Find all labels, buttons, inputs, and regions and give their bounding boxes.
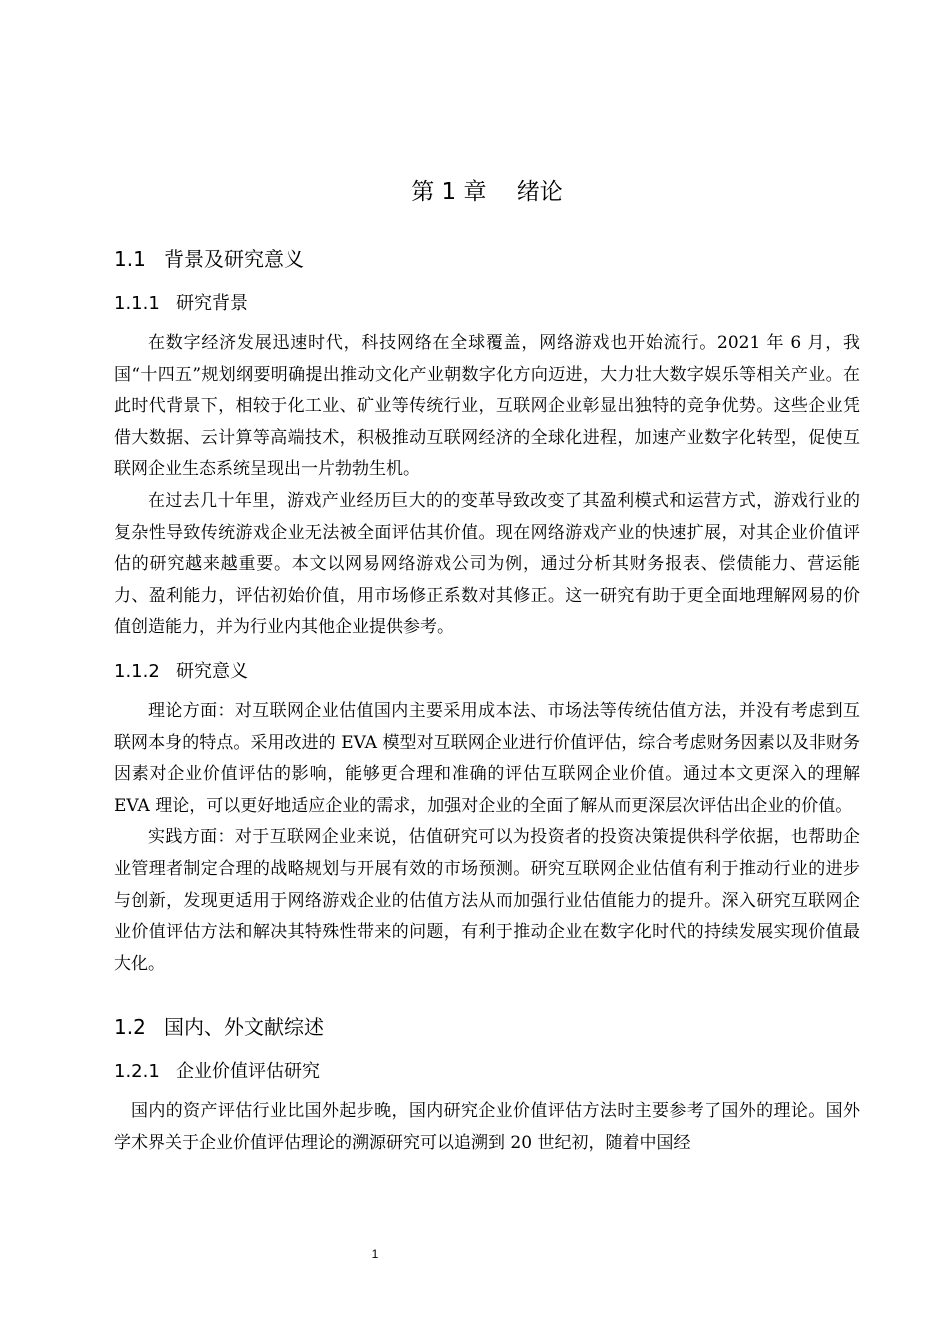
subsection-number: 1.2.1 [114,1061,160,1083]
section-number: 1.1 [114,247,146,271]
section-heading-1-2 [114,1012,860,1042]
subsection-title: 企业价值评估研究 [176,1061,320,1083]
section-number: 1.2 [114,1015,146,1040]
paragraph: 在数字经济发展迅速时代，科技网络在全球覆盖，网络游戏也开始流行。2021 年 6 月，我国“十四五”规划纲要明确提出推动文化产业朝数字化方向迈进，大力壮大数字娱乐等相关产业。在此时代背景下，相较于化工业、矿业等传统行业，互联网企业彰显出独特的竞争优势。这些企业凭借大数据、云计算等高端技术，积极推动互联网经济的全球化进程，加速产业数字化转型，促使互联网企业生态系统呈现出一片勃勃生机。 [114,333,860,480]
subsection-heading-1-1-2 [114,658,860,686]
paragraph: 国内的资产评估行业比国外起步晚，国内研究企业价值评估方法时主要参考了国外的理论。国外学术界关于企业价值评估理论的溯源研究可以追溯到 20 世纪初，随着中国经 [114,1101,860,1153]
section-heading-1-1 [114,244,860,274]
paragraph: 在过去几十年里，游戏产业经历巨大的的变革导致改变了其盈利模式和运营方式，游戏行业的复杂性导致传统游戏企业无法被全面评估其价值。现在网络游戏产业的快速扩展，对其企业价值评估的研究越来越重要。本文以网易网络游戏公司为例，通过分析其财务报表、偿债能力、营运能力、盈利能力，评估初始价值，用市场修正系数对其修正。这一研究有助于更全面地理解网易的价值创造能力，并为行业内其他企业提供参考。 [114,490,860,638]
spacer [114,644,860,658]
section-title: 背景及研究意义 [164,247,304,271]
spacer [114,980,860,1012]
chapter-title: 第 1 章 绪论 [411,179,563,205]
subsection-title: 研究意义 [176,660,248,682]
subsection-title: 研究背景 [176,293,248,314]
subsection-heading-1-1-1 [114,290,860,318]
page-content [114,160,860,1159]
paragraph: 实践方面：对于互联网企业来说，估值研究可以为投资者的投资决策提供科学依据，也帮助企业管理者制定合理的战略规划与开展有效的市场预测。研究互联网企业估值有利于推动行业的进步与创新，发现更适用于网络游戏企业的估值方法从而加强行业估值能力的提升。深入研究互联网企业价值评估方法和解决其特殊性带来的问题，有利于推动企业在数字化时代的持续发展实现价值最大化。 [114,827,860,974]
page-number: 1 [371,1247,379,1261]
paragraph: 理论方面：对互联网企业估值国内主要采用成本法、市场法等传统估值方法，并没有考虑到互联网本身的特点。采用改进的 EVA 模型对互联网企业进行价值评估，综合考虑财务因素以及非财务因素对企业价值评估的影响，能够更合理和准确的评估互联网企业价值。通过本文更深入的理解 EVA 理论，可以更好地适应企业的需求，加强对企业的全面了解从而更深层次评估出企业的价值。 [114,700,860,816]
section-title: 国内、外文献综述 [164,1015,324,1040]
subsection-number: 1.1.1 [114,293,160,314]
subsection-heading-1-2-1 [114,1058,860,1086]
subsection-number: 1.1.2 [114,660,160,682]
